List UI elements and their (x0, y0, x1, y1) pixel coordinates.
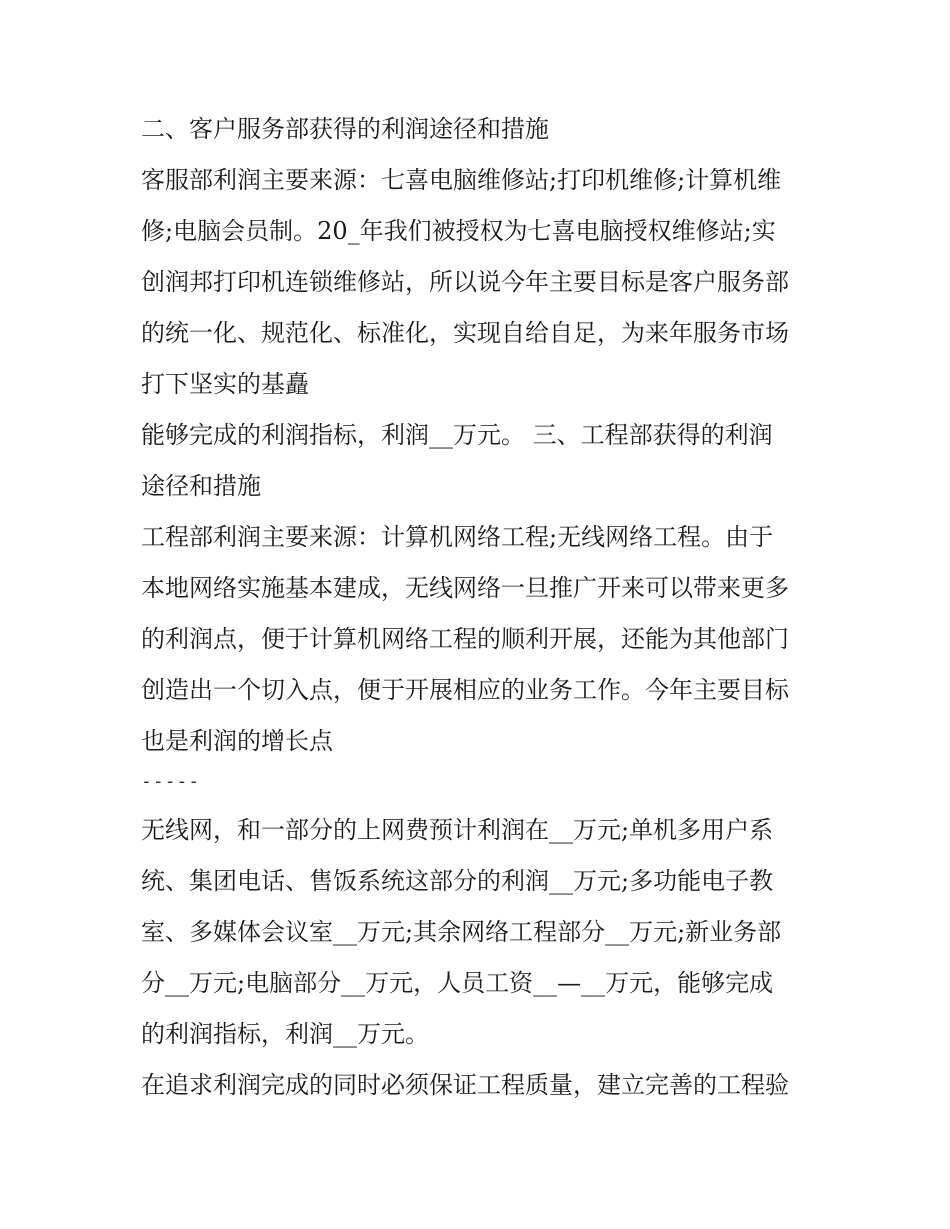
paragraph-line: 能够完成的利润指标，利润__万元。 三、工程部获得的利润 (141, 421, 773, 449)
paragraph-line: 的利润指标，利润__万元。 (141, 1020, 429, 1048)
paragraph-line: 分__万元;电脑部分__万元，人员工资__—__万元，能够完成 (141, 969, 774, 997)
paragraph-line: 的统一化、规范化、标准化，实现自给自足，为来年服务市场 (141, 319, 789, 347)
document-body (141, 104, 821, 1111)
paragraph-line: 的利润点，便于计算机网络工程的顺利开展，还能为其他部门 (141, 625, 789, 653)
separator-dashes: ----- (141, 771, 201, 792)
paragraph-line: 在追求利润完成的同时必须保证工程质量，建立完善的工程验 (141, 1071, 789, 1099)
section-heading-customer-service: 二、客户服务部获得的利润途径和措施 (141, 115, 549, 143)
paragraph-line: 统、集团电话、售饭系统这部分的利润__万元;多功能电子教 (141, 867, 774, 895)
paragraph-line: 打下坚实的基矗 (141, 370, 309, 398)
paragraph-line: 创润邦打印机连锁维修站，所以说今年主要目标是客户服务部 (141, 268, 789, 296)
paragraph-line: 本地网络实施基本建成，无线网络一旦推广开来可以带来更多 (141, 574, 789, 602)
paragraph-line: 客服部利润主要来源：七喜电脑维修站;打印机维修;计算机维 (141, 166, 782, 194)
section-heading-engineering-line: 途径和措施 (141, 472, 261, 500)
paragraph-line: 也是利润的增长点 (141, 727, 333, 755)
paragraph-line: 修;电脑会员制。20_年我们被授权为七喜电脑授权维修站;实 (141, 217, 776, 245)
paragraph-line: 创造出一个切入点，便于开展相应的业务工作。今年主要目标 (141, 676, 789, 704)
paragraph-line: 工程部利润主要来源：计算机网络工程;无线网络工程。由于 (141, 523, 774, 551)
paragraph-line: 室、多媒体会议室__万元;其余网络工程部分__万元;新业务部 (141, 918, 782, 946)
paragraph-line: 无线网，和一部分的上网费预计利润在__万元;单机多用户系 (141, 816, 774, 844)
